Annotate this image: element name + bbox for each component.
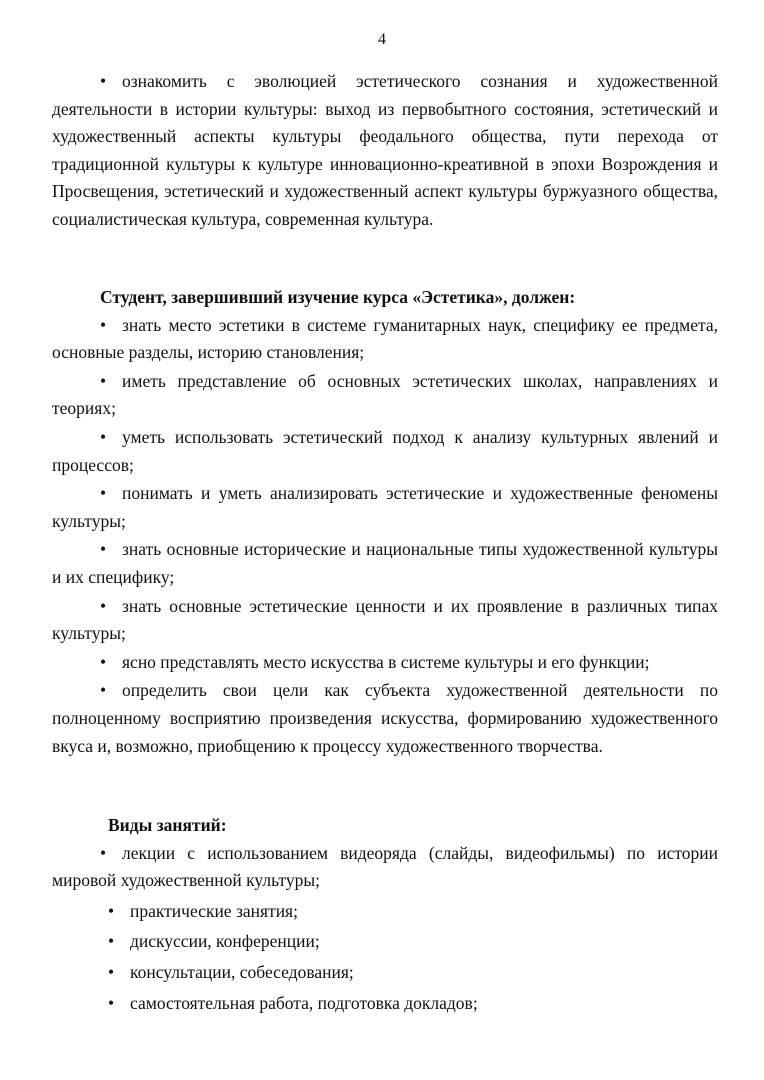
list-item <box>52 536 718 591</box>
intro-bullet-text: ознакомить с эволюцией эстетического сознания и художественной деятельности в истории культуры: выход из первобытного состояния, эстетический и художественный аспекты культуры феодального общества, пути перехода от традиционной культуры к культуре инновационно-креативной в эпохи Возрождения и Просвещения, эстетический и художественный аспект культуры буржуазного общества, социалистическая культура, современная культура. <box>52 71 718 229</box>
bullet-icon: • <box>100 370 107 391</box>
list-item-text: определить свои цели как субъекта художественной деятельности по полноценному восприятию произведения искусства, формированию художественного вкуса и, возможно, приобщению к процессу художественного творчества. <box>52 680 718 756</box>
bullet-icon: • <box>108 931 115 952</box>
list-item-text: иметь представление об основных эстетических школах, направлениях и теориях; <box>52 370 718 419</box>
list-item-text: дискуссии, конференции; <box>130 931 320 952</box>
bullet-icon: • <box>100 595 107 616</box>
intro-bullet-item <box>52 68 718 234</box>
bullet-icon: • <box>108 992 115 1013</box>
list-item <box>52 898 718 926</box>
intro-block <box>52 68 718 235</box>
activities-list <box>52 840 718 1018</box>
list-item <box>52 677 718 760</box>
list-item-text: уметь использовать эстетический подход к анализу культурных явлений и процессов; <box>52 426 718 475</box>
bullet-icon: • <box>100 426 107 447</box>
list-item-text: лекции с использованием видеоряда (слайды, видеофильмы) по истории мировой художественной культуры; <box>52 842 718 891</box>
student-requirements-list <box>52 312 718 761</box>
list-item-text: понимать и уметь анализировать эстетические и художественные феномены культуры; <box>52 483 718 531</box>
activities-section <box>52 812 718 1017</box>
student-section <box>52 284 718 761</box>
bullet-icon: • <box>100 71 107 91</box>
list-item <box>52 959 718 987</box>
list-item-text: практические занятия; <box>130 900 298 921</box>
list-item <box>52 480 718 535</box>
list-item <box>52 312 718 367</box>
list-item <box>52 928 718 956</box>
list-item-text: самостоятельная работа, подготовка докладов; <box>130 992 478 1013</box>
bullet-icon: • <box>108 961 115 982</box>
activities-section-heading: Виды занятий: <box>108 815 227 835</box>
list-item <box>52 840 718 895</box>
bullet-icon: • <box>100 842 107 863</box>
list-item-text: знать основные исторические и национальные типы художественной культуры и их специфику; <box>52 539 718 587</box>
bullet-icon: • <box>100 314 107 335</box>
bullet-icon: • <box>100 483 107 504</box>
bullet-icon: • <box>100 651 107 672</box>
list-item-text: ясно представлять место искусства в системе культуры и его функции; <box>122 651 650 672</box>
list-item <box>52 649 718 677</box>
bullet-icon: • <box>108 900 115 921</box>
bullet-icon: • <box>100 539 107 560</box>
list-item-text: консультации, собеседования; <box>130 961 354 982</box>
page-number: 4 <box>378 31 386 48</box>
list-item <box>52 424 718 479</box>
list-item <box>52 990 718 1018</box>
list-item <box>52 593 718 648</box>
bullet-icon: • <box>100 680 107 701</box>
list-item-text: знать место эстетики в системе гуманитарных наук, специфику ее предмета, основные разделы, историю становления; <box>52 314 718 363</box>
list-item <box>52 368 718 423</box>
list-item-text: знать основные эстетические ценности и их проявление в различных типах культуры; <box>52 595 718 644</box>
student-section-heading: Студент, завершивший изучение курса «Эстетика», должен: <box>100 287 576 307</box>
